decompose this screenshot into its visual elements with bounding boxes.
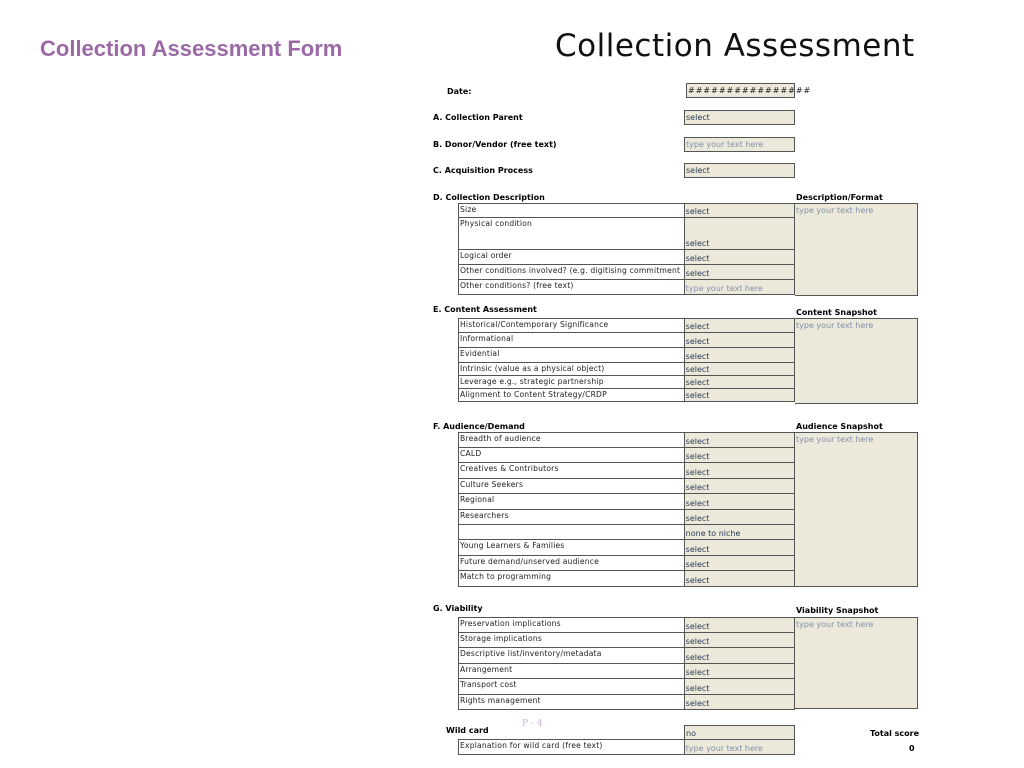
content-snapshot-input[interactable]: type your text here bbox=[795, 318, 918, 404]
physical-condition-select[interactable]: select bbox=[685, 218, 794, 249]
row-label: Storage implications bbox=[459, 633, 685, 647]
row-label: Transport cost bbox=[459, 679, 685, 694]
collection-parent-select[interactable]: select bbox=[684, 110, 795, 125]
leverage-select[interactable]: select bbox=[685, 376, 794, 388]
row-label: Explanation for wild card (free text) bbox=[459, 740, 685, 754]
evidential-select[interactable]: select bbox=[685, 348, 794, 362]
row-label: Match to programming bbox=[459, 571, 685, 586]
total-score-label: Total score bbox=[870, 729, 920, 738]
culture-seekers-select[interactable]: select bbox=[685, 479, 794, 493]
row-label: Descriptive list/inventory/metadata bbox=[459, 648, 685, 663]
row-label: Historical/Contemporary Significance bbox=[459, 319, 685, 332]
row-label: Young Learners & Families bbox=[459, 540, 685, 555]
page-marker: P - 4 bbox=[522, 719, 543, 729]
collection-parent-label: A. Collection Parent bbox=[433, 113, 523, 122]
row-label: Intrinsic (value as a physical object) bbox=[459, 363, 685, 375]
collection-description-table bbox=[458, 203, 795, 295]
row-label: Leverage e.g., strategic partnership bbox=[459, 376, 685, 388]
row-label: Creatives & Contributors bbox=[459, 463, 685, 478]
row-label: Other conditions involved? (e.g. digitising commitment bbox=[459, 265, 685, 279]
table-row bbox=[458, 479, 795, 494]
arrangement-select[interactable]: select bbox=[685, 664, 794, 678]
date-label: Date: bbox=[447, 87, 472, 96]
table-row bbox=[458, 679, 795, 695]
acquisition-process-select[interactable]: select bbox=[684, 163, 795, 178]
table-row bbox=[458, 571, 795, 587]
table-row bbox=[458, 250, 795, 265]
row-label: CALD bbox=[459, 448, 685, 462]
rights-select[interactable]: select bbox=[685, 695, 794, 709]
viability-snapshot-title: Viability Snapshot bbox=[796, 606, 879, 615]
content-assessment-table bbox=[458, 318, 795, 402]
table-row bbox=[458, 540, 795, 556]
viability-table bbox=[458, 617, 795, 710]
row-label: Breadth of audience bbox=[459, 433, 685, 447]
content-snapshot-title: Content Snapshot bbox=[796, 308, 877, 317]
row-label: Future demand/unserved audience bbox=[459, 556, 685, 570]
table-row bbox=[458, 695, 795, 710]
table-row bbox=[458, 376, 795, 389]
table-row bbox=[458, 664, 795, 679]
description-format-input[interactable]: type your text here bbox=[795, 203, 918, 296]
table-row bbox=[458, 363, 795, 376]
donor-vendor-input[interactable]: type your text here bbox=[684, 137, 795, 152]
sheet-title: Collection Assessment bbox=[555, 28, 915, 64]
row-label: Size bbox=[459, 204, 685, 217]
researchers-select[interactable]: select bbox=[685, 510, 794, 524]
young-learners-select[interactable]: select bbox=[685, 540, 794, 555]
table-row bbox=[458, 280, 795, 295]
wild-card-explanation-table bbox=[458, 739, 795, 755]
alignment-select[interactable]: select bbox=[685, 389, 794, 401]
table-row bbox=[458, 494, 795, 510]
cald-select[interactable]: select bbox=[685, 448, 794, 462]
row-label: Regional bbox=[459, 494, 685, 509]
intrinsic-select[interactable]: select bbox=[685, 363, 794, 375]
future-demand-select[interactable]: select bbox=[685, 556, 794, 570]
table-row bbox=[458, 617, 795, 633]
section-g-title: G. Viability bbox=[433, 604, 483, 613]
table-row bbox=[458, 348, 795, 363]
audience-snapshot-input[interactable]: type your text here bbox=[795, 432, 918, 587]
row-label: Culture Seekers bbox=[459, 479, 685, 493]
programming-select[interactable]: select bbox=[685, 571, 794, 586]
preservation-select[interactable]: select bbox=[685, 618, 794, 632]
other-conditions-input[interactable]: type your text here bbox=[685, 280, 794, 294]
row-label bbox=[459, 525, 685, 539]
row-label: Other conditions? (free text) bbox=[459, 280, 685, 294]
description-format-title: Description/Format bbox=[796, 193, 883, 202]
audience-snapshot-title: Audience Snapshot bbox=[796, 422, 883, 431]
table-row bbox=[458, 265, 795, 280]
audience-demand-table bbox=[458, 432, 795, 587]
storage-select[interactable]: select bbox=[685, 633, 794, 647]
section-d-title: D. Collection Description bbox=[433, 193, 545, 202]
transport-cost-select[interactable]: select bbox=[685, 679, 794, 694]
descriptive-list-select[interactable]: select bbox=[685, 648, 794, 663]
row-label: Evidential bbox=[459, 348, 685, 362]
row-label: Physical condition bbox=[459, 218, 685, 249]
niche-select[interactable]: none to niche bbox=[685, 525, 794, 539]
informational-select[interactable]: select bbox=[685, 333, 794, 347]
table-row bbox=[458, 203, 795, 218]
table-row bbox=[458, 333, 795, 348]
other-conditions-select[interactable]: select bbox=[685, 265, 794, 279]
date-field[interactable]: ################ bbox=[686, 83, 795, 98]
table-row bbox=[458, 633, 795, 648]
row-label: Arrangement bbox=[459, 664, 685, 678]
wild-card-label: Wild card bbox=[446, 726, 489, 735]
breadth-select[interactable]: select bbox=[685, 433, 794, 447]
size-select[interactable]: select bbox=[685, 204, 794, 217]
form-title: Collection Assessment Form bbox=[40, 36, 343, 61]
table-row bbox=[458, 525, 795, 540]
table-row bbox=[458, 389, 795, 402]
row-label: Preservation implications bbox=[459, 618, 685, 632]
table-row bbox=[458, 556, 795, 571]
table-row bbox=[458, 510, 795, 525]
row-label: Rights management bbox=[459, 695, 685, 709]
table-row bbox=[458, 463, 795, 479]
row-label: Researchers bbox=[459, 510, 685, 524]
table-row bbox=[458, 318, 795, 333]
row-label: Logical order bbox=[459, 250, 685, 264]
acquisition-process-label: C. Acquisition Process bbox=[433, 166, 533, 175]
row-label: Informational bbox=[459, 333, 685, 347]
viability-snapshot-input[interactable]: type your text here bbox=[795, 617, 918, 709]
regional-select[interactable]: select bbox=[685, 494, 794, 509]
section-e-title: E. Content Assessment bbox=[433, 305, 537, 314]
section-f-title: F. Audience/Demand bbox=[433, 422, 525, 431]
logical-order-select[interactable]: select bbox=[685, 250, 794, 264]
table-row bbox=[458, 432, 795, 448]
significance-select[interactable]: select bbox=[685, 319, 794, 332]
donor-vendor-label: B. Donor/Vendor (free text) bbox=[433, 140, 557, 149]
wild-card-explanation-input[interactable]: type your text here bbox=[685, 740, 794, 754]
row-label: Alignment to Content Strategy/CRDP bbox=[459, 389, 685, 401]
total-score-value: 0 bbox=[909, 744, 915, 753]
table-row bbox=[458, 448, 795, 463]
table-row bbox=[458, 648, 795, 664]
table-row bbox=[458, 218, 795, 250]
creatives-select[interactable]: select bbox=[685, 463, 794, 478]
wild-card-select[interactable]: no bbox=[684, 725, 795, 740]
table-row bbox=[458, 739, 795, 755]
